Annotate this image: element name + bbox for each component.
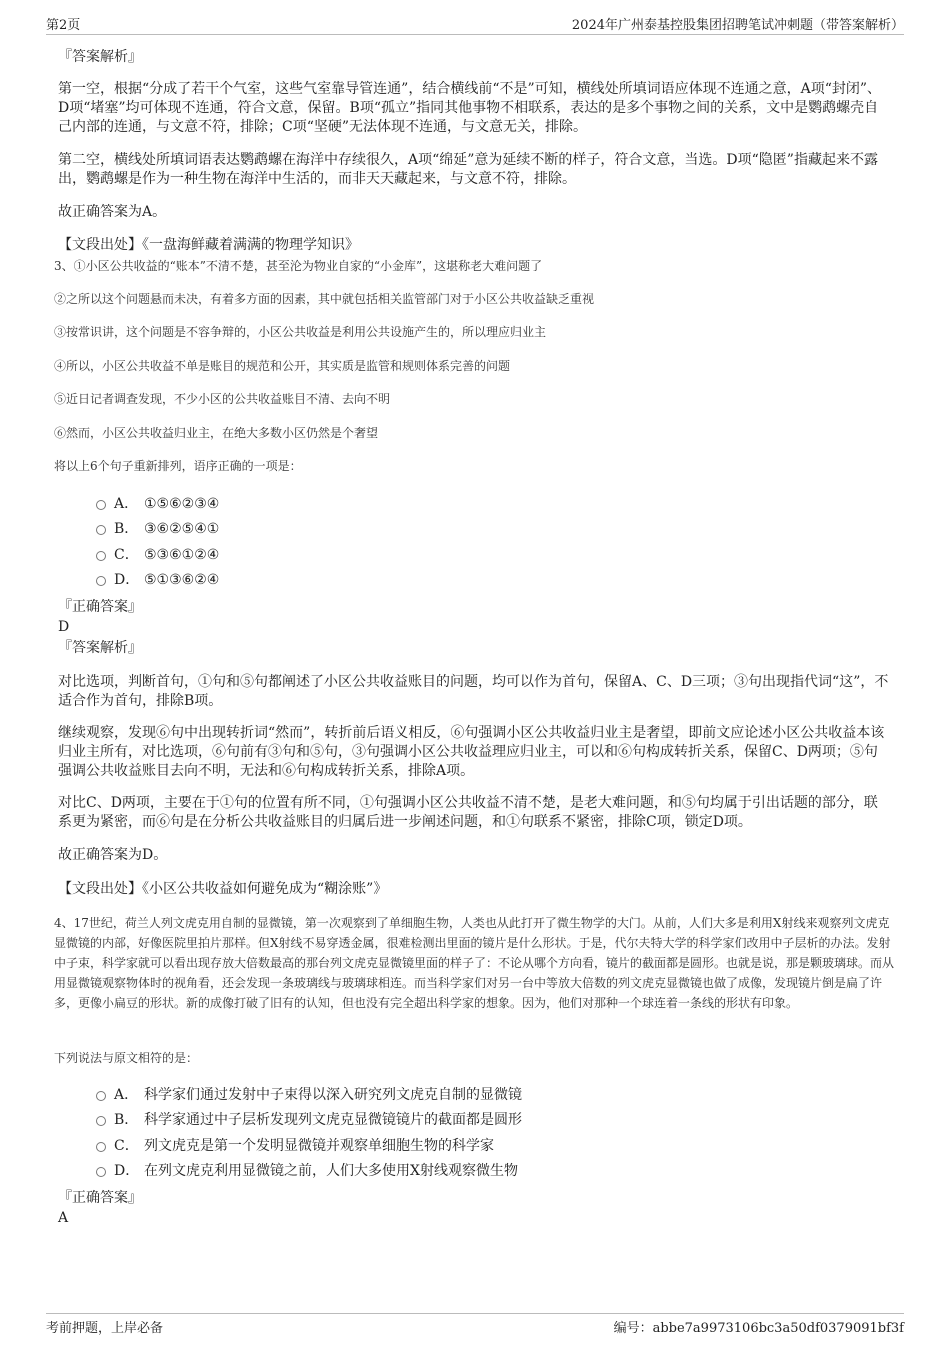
q3-source: 【文段出处】《小区公共收益如何避免成为“糊涂账”》 <box>58 881 388 897</box>
q4-option-b[interactable]: B． 科学家通过中子层析发现列文虎克显微镜镜片的截面都是圆形 <box>96 1110 522 1130</box>
q3-sentence-6: ⑥然而，小区公共收益归业主，在绝大多数小区仍然是个奢望 <box>54 426 379 440</box>
radio-icon[interactable] <box>96 1091 106 1101</box>
q2-conclusion: 故正确答案为A。 <box>58 204 167 220</box>
q3-answer-label: 『正确答案』 <box>58 599 142 615</box>
radio-icon[interactable] <box>96 1142 106 1152</box>
q3-sentence-1: 3、①小区公共收益的“账本”不清不楚，甚至沦为物业自家的“小金库”，这堪称老大难问题了 <box>54 259 543 273</box>
q3-option-c[interactable]: C． ⑤③⑥①②④ <box>96 545 219 565</box>
q2-analysis-label: 『答案解析』 <box>58 49 142 65</box>
radio-icon[interactable] <box>96 1116 106 1126</box>
q4-option-a[interactable]: A． 科学家们通过发射中子束得以深入研究列文虎克自制的显微镜 <box>96 1085 522 1105</box>
document-title: 2024年广州泰基控股集团招聘笔试冲刺题（带答案解析） <box>571 18 904 33</box>
q3-sentence-2: ②之所以这个问题悬而未决，有着多方面的因素，其中就包括相关监管部门对于小区公共收益缺乏重视 <box>54 292 595 306</box>
q3-option-a[interactable]: A． ①⑤⑥②③④ <box>96 494 219 514</box>
q3-option-d[interactable]: D． ⑤①③⑥②④ <box>96 570 219 590</box>
q4-option-d[interactable]: D． 在列文虎克利用显微镜之前，人们大多使用X射线观察微生物 <box>96 1161 518 1181</box>
q3-sentence-3: ③按常识讲，这个问题是不容争辩的，小区公共收益是利用公共设施产生的，所以理应归业主 <box>54 325 547 339</box>
page-footer <box>46 1313 904 1337</box>
q3-answer: D <box>58 619 70 635</box>
q4-passage: 4、17世纪，荷兰人列文虎克用自制的显微镜，第一次观察到了单细胞生物，人类也从此打开了微生物学的大门。从前，人们大多是利用X射线来观察列文虎克显微镜的内部，好像医院里拍片那样。但X射线不易穿透金属，很难检测出里面的镜片是什么形状。于是，代尔夫特大学的科学家们改用中子层析的办法。发射中子束，科学家就可以看出现存放大倍数最高的那台列文虎克显微镜里面的样子了：不论从哪个方向看，镜片的截面都是圆形。也就是说，那是颗玻璃球。而从用显微镜观察物体时的视角看，还会发现一条玻璃线与玻璃球相连。而当科学家们对另一台中等放大倍数的列文虎克显微镜也做了成像，发现镜片倒是扁了许多，更像小扁豆的形状。新的成像打破了旧有的认知，但也没有完全超出科学家的想象。因为，他们对那种一个球连着一条线的形状有印象。 <box>54 916 895 1010</box>
q3-analysis-label: 『答案解析』 <box>58 640 142 656</box>
q4-answer-label: 『正确答案』 <box>58 1190 142 1206</box>
q3-analysis-paragraph-3: 对比C、D两项，主要在于①句的位置有所不同，①句强调小区公共收益不清不楚，是老大难问题，和⑤句均属于引出话题的部分，联系更为紧密，而⑥句是在分析公共收益账目的归属后进一步阐述问题，和①句联系不紧密，排除C项，锁定D项。 <box>58 795 878 830</box>
footer-slogan: 考前押题，上岸必备 <box>46 1321 164 1336</box>
document-id: 编号：abbe7a9973106bc3a50df0379091bf3f <box>613 1321 904 1336</box>
radio-icon[interactable] <box>96 500 106 510</box>
q2-analysis-paragraph-2: 第二空，横线处所填词语表达鹦鹉螺在海洋中存续很久，A项“绵延”意为延续不断的样子，符合文意，当选。D项“隐匿”指藏起来不露出，鹦鹉螺是作为一种生物在海洋中生活的，而非天天藏起来，与文意不符，排除。 <box>58 152 878 187</box>
radio-icon[interactable] <box>96 551 106 561</box>
q3-sentence-5: ⑤近日记者调查发现，不少小区的公共收益账目不清、去向不明 <box>54 392 391 406</box>
radio-icon[interactable] <box>96 576 106 586</box>
q4-answer: A <box>58 1210 69 1226</box>
q4-option-c[interactable]: C． 列文虎克是第一个发明显微镜并观察单细胞生物的科学家 <box>96 1136 494 1156</box>
radio-icon[interactable] <box>96 525 106 535</box>
radio-icon[interactable] <box>96 1167 106 1177</box>
q3-prompt: 将以上6个句子重新排列，语序正确的一项是： <box>54 459 302 473</box>
q2-source: 【文段出处】《一盘海鲜藏着满满的物理学知识》 <box>58 237 359 253</box>
q3-conclusion: 故正确答案为D。 <box>58 847 168 863</box>
page-number: 第2页 <box>46 18 81 33</box>
q3-analysis-paragraph-1: 对比选项，判断首句，①句和⑤句都阐述了小区公共收益账目的问题，均可以作为首句，保留A、C、D三项；③句出现指代词“这”，不适合作为首句，排除B项。 <box>58 674 889 709</box>
q4-prompt: 下列说法与原文相符的是： <box>54 1051 199 1065</box>
page-header <box>46 14 904 35</box>
q2-analysis-paragraph-1: 第一空，根据“分成了若干个气室，这些气室靠导管连通”，结合横线前“不是”可知，横线处所填词语应体现不连通之意，A项“封闭”、D项“堵塞”均可体现不连通，符合文意，保留。B项“孤立”指同其他事物不相联系，表达的是多个事物之间的关系，文中是鹦鹉螺壳自己内部的连通，与文意不符，排除；C项“坚硬”无法体现不连通，与文意无关，排除。 <box>58 81 882 135</box>
q3-option-b[interactable]: B． ③⑥②⑤④① <box>96 519 219 539</box>
q3-analysis-paragraph-2: 继续观察，发现⑥句中出现转折词“然而”，转折前后语义相反，⑥句强调小区公共收益归业主是奢望，即前文应论述小区公共收益本该归业主所有，对比选项，⑥句前有③句和⑤句，③句强调小区公共收益理应归业主，可以和⑥句构成转折关系，保留C、D两项；⑤句强调公共收益账目去向不明，无法和⑥句构成转折关系，排除A项。 <box>58 725 885 779</box>
q3-sentence-4: ④所以，小区公共收益不单是账目的规范和公开，其实质是监管和规则体系完善的问题 <box>54 359 511 373</box>
